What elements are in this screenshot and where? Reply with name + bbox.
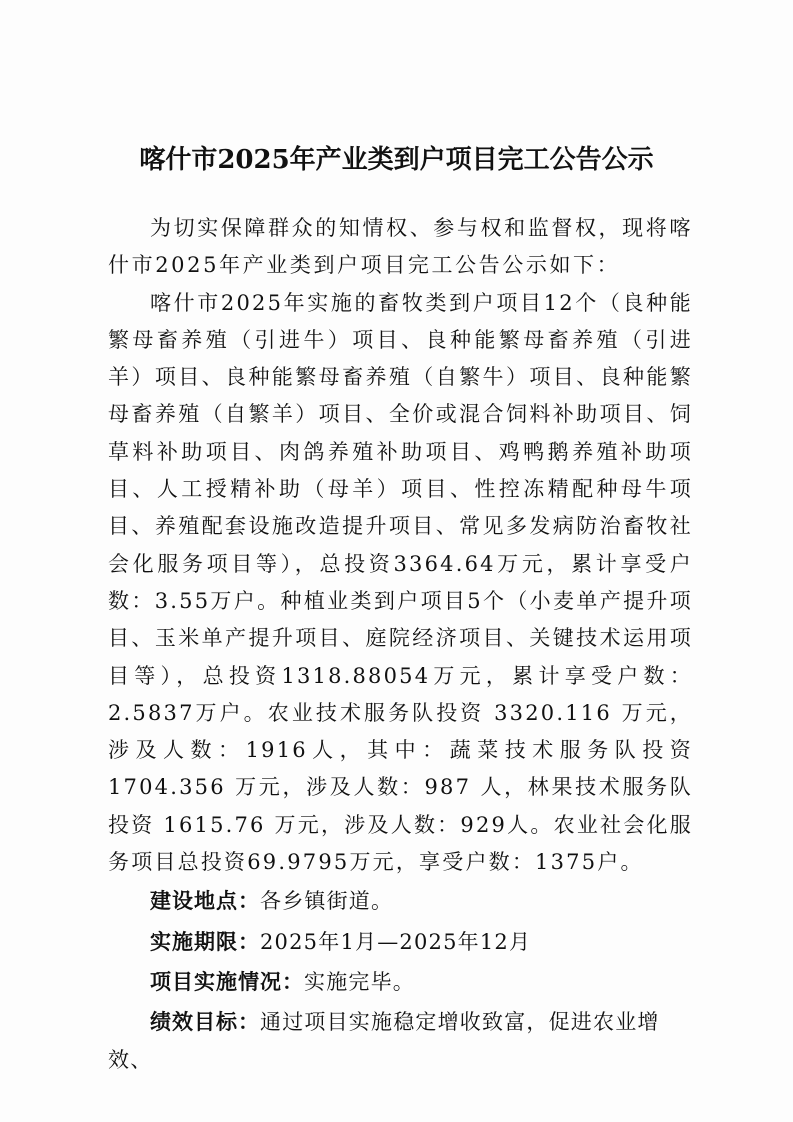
item-status-value: 实施完毕。 [304,969,415,994]
item-location-label: 建设地点： [150,888,260,914]
item-status-label: 项目实施情况： [150,968,304,994]
item-goal-value: 通过项目实施稳定增收致富，促进农业增效、 [108,1010,660,1072]
main-paragraph: 喀什市2025年实施的畜牧类到户项目12个（良种能繁母畜养殖（引进牛）项目、良种能繁母畜养殖（引进羊）项目、良种能繁母畜养殖（自繁牛）项目、良种能繁母畜养殖（自繁羊）项目、全价或混合饲料补助项目、饲草料补助项目、肉鸽养殖补助项目、鸡鸭鹅养殖补助项目、人工授精补助（母羊）项目、性控冻精配种母牛项目、养殖配套设施改造提升项目、常见多发病防治畜牧社会化服务项目等），总投资3364.64万元，累计享受户数：3.55万户。种植业类到户项目5个（小麦单产提升项目、玉米单产提升项目、庭院经济项目、关键技术运用项目等），总投资1318.88054万元，累计享受户数：2.5837万户。农业技术服务队投资 3320.116 万元，涉及人数：1916人，其中：蔬菜技术服务队投资 1704.356 万元，涉及人数：987 人，林果技术服务队投资 1615.76 万元，涉及人数：929人。农业社会化服务项目总投资69.9795万元，享受户数：1375户。 [108,290,693,875]
document-title: 喀什市2025年产业类到户项目完工公告公示 [139,145,654,175]
item-goal [108,1003,693,1079]
document-body [108,210,693,1081]
item-location [108,882,693,920]
intro-paragraph: 为切实保障群众的知情权、参与权和监督权，现将喀什市2025年产业类到户项目完工公告公示如下： [108,216,693,278]
item-period [108,923,693,961]
item-period-label: 实施期限： [150,928,260,954]
item-period-value: 2025年1月—2025年12月 [260,929,532,954]
item-location-value: 各乡镇街道。 [260,889,394,914]
item-goal-label: 绩效目标： [150,1009,260,1035]
item-status [108,963,693,1001]
